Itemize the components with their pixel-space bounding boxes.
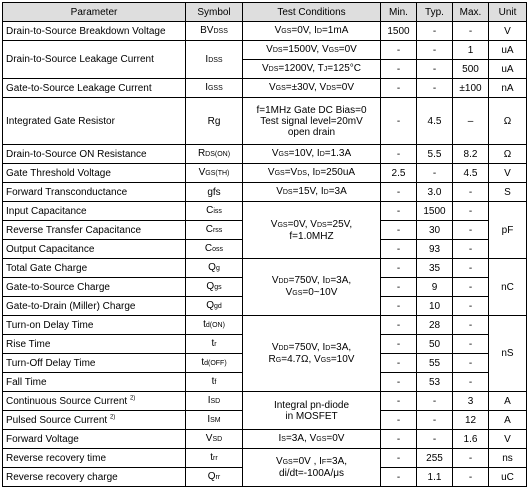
conditions-cell: VDS=1200V, TJ=125°C [243, 60, 381, 79]
min-cell: - [381, 98, 417, 145]
symbol-cell: Rg [186, 98, 243, 145]
unit-cell: ns [489, 449, 527, 468]
parameter-cell: Rise Time [3, 335, 186, 354]
symbol-cell: trr [186, 449, 243, 468]
min-cell: - [381, 316, 417, 335]
min-cell: - [381, 183, 417, 202]
min-cell: 2.5 [381, 164, 417, 183]
parameter-cell: Gate Threshold Voltage [3, 164, 186, 183]
parameter-cell: Continuous Source Current $^{2)}$ [3, 392, 186, 411]
parameter-cell: Forward Transconductance [3, 183, 186, 202]
parameter-cell: Turn-Off Delay Time [3, 354, 186, 373]
max-cell: - [453, 354, 489, 373]
unit-cell: uC [489, 468, 527, 487]
min-cell: - [381, 240, 417, 259]
table-row [3, 430, 527, 449]
conditions-cell: IS=3A, VGS=0V [243, 430, 381, 449]
unit-cell: uA [489, 60, 527, 79]
typ-cell: 255 [417, 449, 453, 468]
header-unit: Unit [489, 3, 527, 22]
parameter-cell: Reverse recovery charge [3, 468, 186, 487]
parameter-cell: Reverse recovery time [3, 449, 186, 468]
min-cell: - [381, 145, 417, 164]
typ-cell: 3.0 [417, 183, 453, 202]
symbol-cell: Qg [186, 259, 243, 278]
unit-cell: uA [489, 41, 527, 60]
max-cell: - [453, 202, 489, 221]
typ-cell: 30 [417, 221, 453, 240]
conditions-cell: VGS=10V, ID=1.3A [243, 145, 381, 164]
datasheet-table-wrapper [2, 2, 527, 487]
parameter-cell: Reverse Transfer Capacitance [3, 221, 186, 240]
symbol-cell: Qgd [186, 297, 243, 316]
parameter-cell: Drain-to-Source ON Resistance [3, 145, 186, 164]
conditions-cell: VGS=0V, ID=1mA [243, 22, 381, 41]
parameter-cell: Input Capacitance [3, 202, 186, 221]
unit-cell: A [489, 411, 527, 430]
header-typ: Typ. [417, 3, 453, 22]
unit-cell: Ω [489, 145, 527, 164]
table-row [3, 41, 527, 60]
unit-cell: A [489, 392, 527, 411]
symbol-cell: ISM [186, 411, 243, 430]
min-cell: - [381, 278, 417, 297]
unit-cell: Ω [489, 98, 527, 145]
typ-cell: - [417, 41, 453, 60]
min-cell: - [381, 354, 417, 373]
max-cell: - [453, 240, 489, 259]
parameter-cell: Total Gate Charge [3, 259, 186, 278]
symbol-cell: td(ON) [186, 316, 243, 335]
max-cell: - [453, 468, 489, 487]
table-row [3, 22, 527, 41]
min-cell: - [381, 335, 417, 354]
symbol-cell: ISD [186, 392, 243, 411]
typ-cell: 5.5 [417, 145, 453, 164]
max-cell: 1 [453, 41, 489, 60]
parameter-cell: Drain-to-Source Leakage Current [3, 41, 186, 79]
symbol-cell: Crss [186, 221, 243, 240]
max-cell: 1.6 [453, 430, 489, 449]
symbol-cell: VGS(TH) [186, 164, 243, 183]
conditions-cell: VGS=±30V, VDS=0V [243, 79, 381, 98]
parameter-cell: Forward Voltage [3, 430, 186, 449]
symbol-cell: Qgs [186, 278, 243, 297]
max-cell: ±100 [453, 79, 489, 98]
unit-cell: V [489, 164, 527, 183]
symbol-cell: Coss [186, 240, 243, 259]
conditions-cell: f=1MHz Gate DC Bias=0 Test signal level=20mV open drain [243, 98, 381, 145]
table-row [3, 145, 527, 164]
max-cell: - [453, 278, 489, 297]
header-parameter: Parameter [3, 3, 186, 22]
table-row [3, 164, 527, 183]
conditions-cell: VGS=VDS, ID=250uA [243, 164, 381, 183]
parameter-cell: Output Capacitance [3, 240, 186, 259]
min-cell: - [381, 373, 417, 392]
unit-cell: nA [489, 79, 527, 98]
conditions-cell: VDS=15V, ID=3A [243, 183, 381, 202]
typ-cell: 53 [417, 373, 453, 392]
conditions-cell: Integral pn-diode in MOSFET [243, 392, 381, 430]
typ-cell: - [417, 164, 453, 183]
symbol-cell: gfs [186, 183, 243, 202]
table-row [3, 259, 527, 278]
table-row [3, 79, 527, 98]
max-cell: - [453, 22, 489, 41]
table-row [3, 98, 527, 145]
max-cell: - [453, 449, 489, 468]
max-cell: - [453, 316, 489, 335]
min-cell: - [381, 449, 417, 468]
max-cell: - [453, 297, 489, 316]
table-row [3, 316, 527, 335]
header-row [3, 3, 527, 22]
typ-cell: - [417, 79, 453, 98]
unit-cell: pF [489, 202, 527, 259]
parameter-cell: Gate-to-Drain (Miller) Charge [3, 297, 186, 316]
min-cell: 1500 [381, 22, 417, 41]
typ-cell: - [417, 411, 453, 430]
max-cell: - [453, 259, 489, 278]
min-cell: - [381, 41, 417, 60]
parameter-cell: Fall Time [3, 373, 186, 392]
symbol-cell: Ciss [186, 202, 243, 221]
unit-cell: V [489, 22, 527, 41]
table-row [3, 183, 527, 202]
typ-cell: 4.5 [417, 98, 453, 145]
conditions-cell: VDD=750V, ID=3A, VGS=0~10V [243, 259, 381, 316]
symbol-cell: tr [186, 335, 243, 354]
min-cell: - [381, 259, 417, 278]
min-cell: - [381, 411, 417, 430]
header-symbol: Symbol [186, 3, 243, 22]
parameter-cell: Gate-to-Source Charge [3, 278, 186, 297]
typ-cell: 28 [417, 316, 453, 335]
symbol-cell: IGSS [186, 79, 243, 98]
symbol-cell: RDS(ON) [186, 145, 243, 164]
unit-cell: S [489, 183, 527, 202]
symbol-cell: VSD [186, 430, 243, 449]
parameter-cell: Integrated Gate Resistor [3, 98, 186, 145]
electrical-characteristics-table [2, 2, 527, 487]
typ-cell: 1.1 [417, 468, 453, 487]
min-cell: - [381, 468, 417, 487]
max-cell: 500 [453, 60, 489, 79]
conditions-cell: VGS=0V, VDS=25V, f=1.0MHZ [243, 202, 381, 259]
header-max: Max. [453, 3, 489, 22]
typ-cell: 9 [417, 278, 453, 297]
typ-cell: 10 [417, 297, 453, 316]
header-min: Min. [381, 3, 417, 22]
max-cell: - [453, 335, 489, 354]
symbol-cell: IDSS [186, 41, 243, 79]
typ-cell: 1500 [417, 202, 453, 221]
max-cell: – [453, 98, 489, 145]
symbol-cell: Qrr [186, 468, 243, 487]
header-conditions: Test Conditions [243, 3, 381, 22]
max-cell: - [453, 221, 489, 240]
conditions-cell: VGS=0V , IF=3A, di/dt=-100A/μs [243, 449, 381, 487]
min-cell: - [381, 430, 417, 449]
symbol-cell: td(OFF) [186, 354, 243, 373]
parameter-cell: Gate-to-Source Leakage Current [3, 79, 186, 98]
typ-cell: - [417, 60, 453, 79]
unit-cell: nS [489, 316, 527, 392]
typ-cell: 35 [417, 259, 453, 278]
parameter-cell: Drain-to-Source Breakdown Voltage [3, 22, 186, 41]
min-cell: - [381, 297, 417, 316]
typ-cell: 55 [417, 354, 453, 373]
min-cell: - [381, 392, 417, 411]
conditions-cell: VDS=1500V, VGS=0V [243, 41, 381, 60]
table-row [3, 392, 527, 411]
typ-cell: 50 [417, 335, 453, 354]
symbol-cell: BVDSS [186, 22, 243, 41]
min-cell: - [381, 221, 417, 240]
table-row [3, 449, 527, 468]
min-cell: - [381, 79, 417, 98]
conditions-cell: VDD=750V, ID=3A, RG=4.7Ω, VGS=10V [243, 316, 381, 392]
typ-cell: - [417, 430, 453, 449]
parameter-cell: Pulsed Source Current $^{2)}$ [3, 411, 186, 430]
parameter-cell: Turn-on Delay Time [3, 316, 186, 335]
min-cell: - [381, 202, 417, 221]
max-cell: 8.2 [453, 145, 489, 164]
unit-cell: nC [489, 259, 527, 316]
max-cell: 12 [453, 411, 489, 430]
symbol-cell: tf [186, 373, 243, 392]
max-cell: 4.5 [453, 164, 489, 183]
max-cell: - [453, 183, 489, 202]
max-cell: - [453, 373, 489, 392]
max-cell: 3 [453, 392, 489, 411]
table-row [3, 202, 527, 221]
typ-cell: 93 [417, 240, 453, 259]
unit-cell: V [489, 430, 527, 449]
typ-cell: - [417, 22, 453, 41]
typ-cell: - [417, 392, 453, 411]
min-cell: - [381, 60, 417, 79]
